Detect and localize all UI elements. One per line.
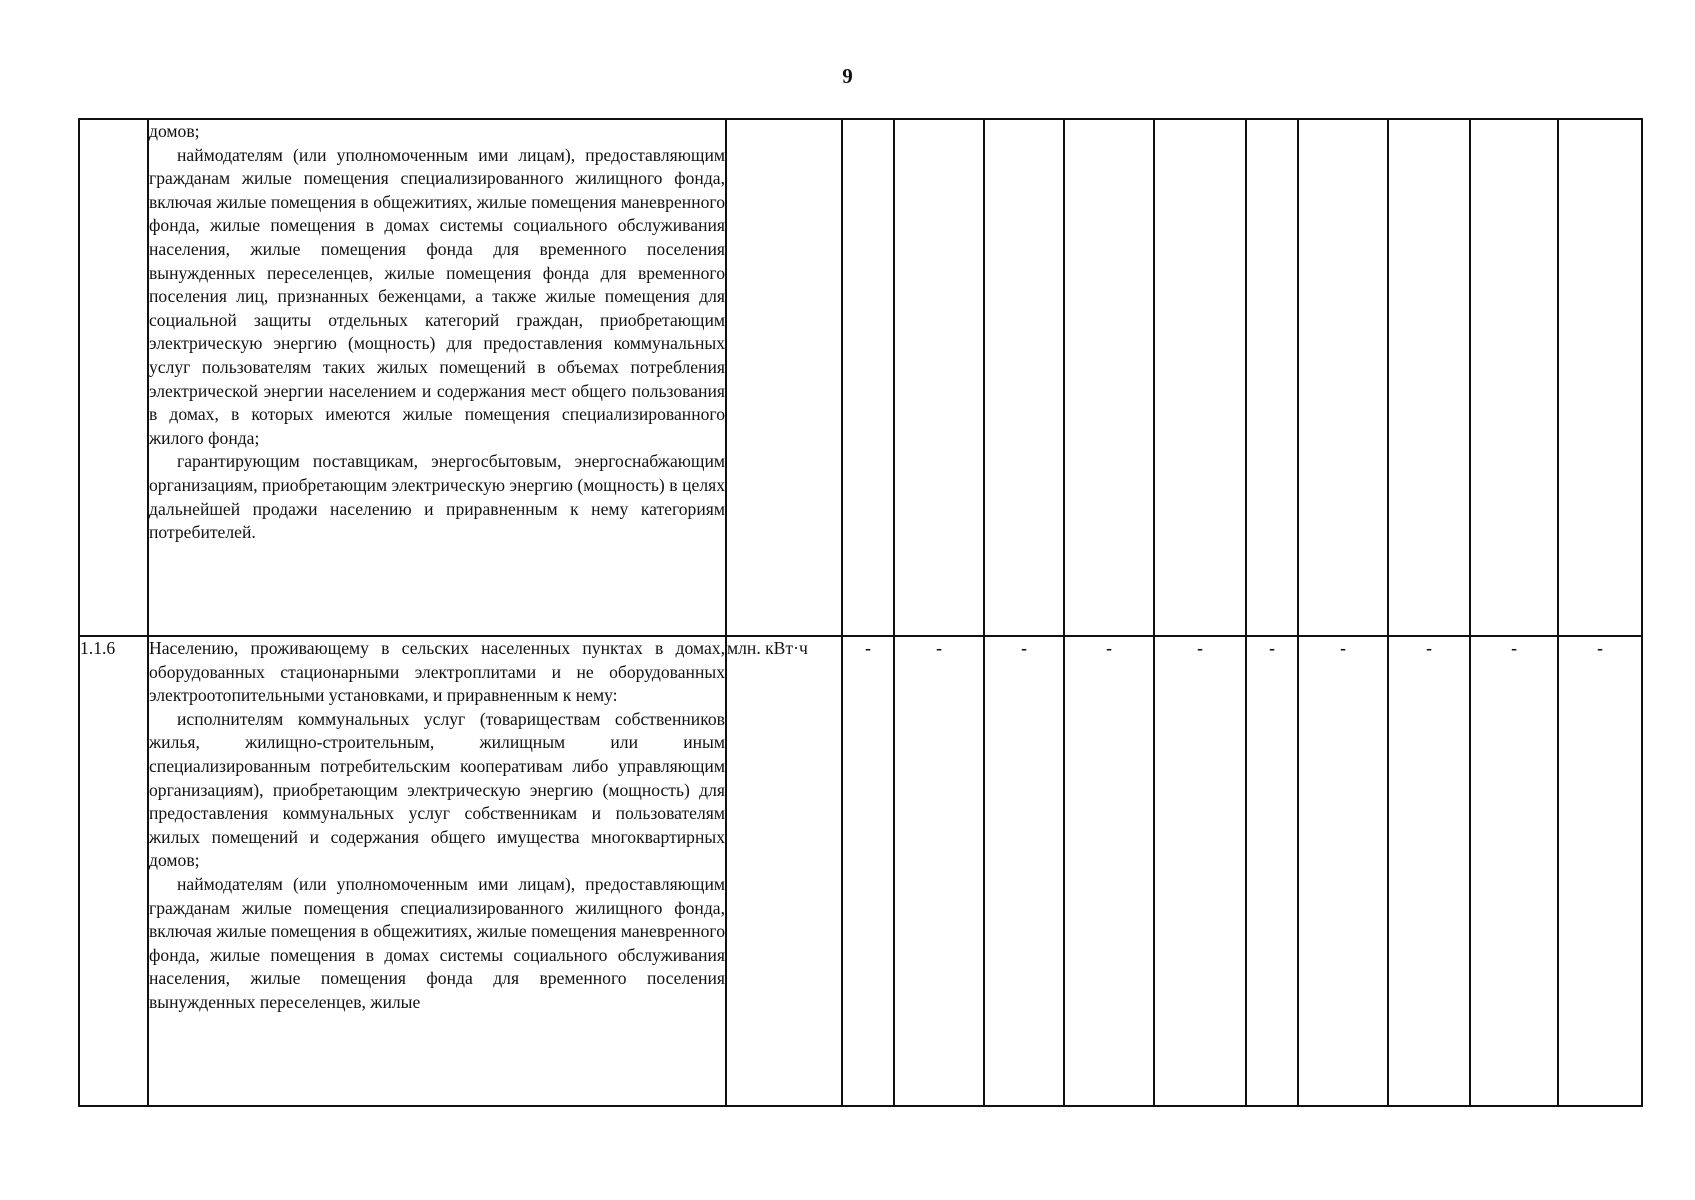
description-paragraph: домов;	[149, 121, 200, 141]
page-number: 9	[842, 64, 853, 88]
value-cell	[1470, 119, 1558, 636]
value-cell: -	[1558, 636, 1642, 1106]
description-paragraph: гарантирующим поставщикам, энергосбытовым, энергоснабжающим организациям, приобретающим электрическую энергию (мощность) в целях дальнейшей продажи населению и приравненным к нему категориям потребителей.	[149, 451, 725, 543]
value-cell: -	[1246, 636, 1298, 1106]
value-cell: -	[1064, 636, 1154, 1106]
value-cell: -	[1388, 636, 1470, 1106]
value-cell	[1064, 119, 1154, 636]
value-cell	[842, 119, 894, 636]
table-row	[79, 636, 1642, 1106]
value-cell: -	[842, 636, 894, 1106]
value-cell: -	[894, 636, 984, 1106]
value-cell	[1246, 119, 1298, 636]
value-cell	[1298, 119, 1388, 636]
value-cell: -	[1298, 636, 1388, 1106]
tariff-table	[78, 118, 1643, 1107]
description-paragraph: Населению, проживающему в сельских населенных пунктах в домах, оборудованных стационарными электроплитами и не оборудованных электроотопительными установками, и приравненным к нему:	[149, 638, 725, 706]
description-paragraph: исполнителям коммунальных услуг (товариществам собственников жилья, жилищно-строительным, жилищным или иным специализированным потребительским кооперативам либо управляющим организациям), приобретающим электрическую энергию (мощность) для предоставления коммунальных услуг собственникам и пользователям жилых помещений и содержания общего имущества многоквартирных домов;	[149, 708, 725, 871]
description-paragraph: наймодателям (или уполномоченным ими лицам), предоставляющим гражданам жилые помещения специализированного жилищного фонда, включая жилые помещения в общежитиях, жилые помещения маневренного фонда, жилые помещения в домах системы социального обслуживания населения, жилые помещения фонда для временного поселения вынужденных переселенцев, жилые	[149, 873, 725, 1012]
row-unit: млн. кВт·ч	[726, 636, 842, 1106]
value-cell	[1388, 119, 1470, 636]
value-cell	[1558, 119, 1642, 636]
row-number: 1.1.6	[79, 636, 148, 1106]
value-cell	[984, 119, 1064, 636]
value-cell: -	[984, 636, 1064, 1106]
value-cell	[1154, 119, 1246, 636]
row-description	[148, 119, 726, 636]
value-cell: -	[1154, 636, 1246, 1106]
value-cell	[894, 119, 984, 636]
description-paragraph: наймодателям (или уполномоченным ими лицам), предоставляющим гражданам жилые помещения специализированного жилищного фонда, включая жилые помещения в общежитиях, жилые помещения маневренного фонда, жилые помещения в домах системы социального обслуживания населения, жилые помещения фонда для временного поселения вынужденных переселенцев, жилые помещения фонда для временного поселения лиц, признанных беженцами, а также жилые помещения для социальной защиты отдельных категорий граждан, приобретающим электрическую энергию (мощность) для предоставления коммунальных услуг пользователям таких жилых помещений в объемах потребления электрической энергии населением и содержания мест общего пользования в домах, в которых имеются жилые помещения специализированного жилого фонда;	[149, 144, 725, 448]
row-unit	[726, 119, 842, 636]
value-cell: -	[1470, 636, 1558, 1106]
row-number	[79, 119, 148, 636]
row-description	[148, 636, 726, 1106]
table-row	[79, 119, 1642, 636]
